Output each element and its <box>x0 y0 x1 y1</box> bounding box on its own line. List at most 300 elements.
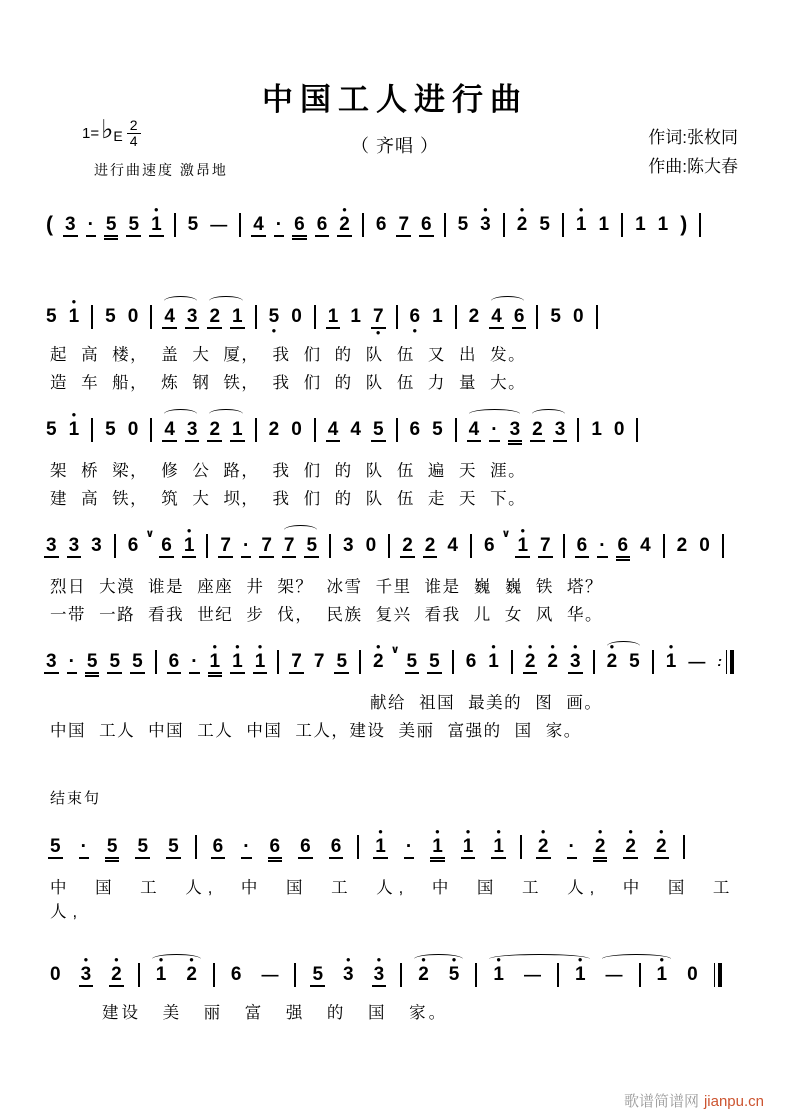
note-digit: 6 <box>168 651 180 672</box>
note-digit: 1 <box>591 419 602 440</box>
octave-dot-high: ● <box>540 827 546 836</box>
note-digit: 2 <box>268 419 280 440</box>
score-line <box>40 643 750 741</box>
barline <box>562 213 564 237</box>
performance-mode-label: （ 齐唱 ） <box>350 136 439 156</box>
repeat-barline <box>717 650 734 674</box>
note-digit: 3 <box>373 964 385 985</box>
note <box>633 206 648 243</box>
barline <box>357 835 359 859</box>
barline <box>396 418 398 442</box>
tempo-marking: 进行曲速度 激昂地 <box>94 162 228 178</box>
note-digit: · <box>68 651 75 672</box>
note <box>508 411 523 453</box>
octave-dot-high: ● <box>421 955 426 964</box>
note <box>159 527 174 566</box>
barline <box>277 650 279 674</box>
octave-dot-high: ● <box>345 955 351 964</box>
note-digit: 1 <box>232 306 243 327</box>
dotted-rhythm-dot <box>86 206 96 245</box>
note-digit: — <box>261 965 279 984</box>
duration-dash <box>604 956 625 993</box>
note <box>396 206 411 245</box>
barline <box>596 305 598 329</box>
note <box>310 956 325 995</box>
note <box>326 298 341 337</box>
note-digit: 5 <box>128 214 140 235</box>
note-digit: 3 <box>46 651 57 672</box>
barline <box>563 534 565 558</box>
note-digit: 6 <box>316 214 328 235</box>
duration-dash <box>522 956 543 993</box>
note <box>461 828 476 867</box>
note-digit: 4 <box>164 306 175 327</box>
rest-note <box>571 298 586 335</box>
barline <box>444 213 446 237</box>
slur-group <box>408 956 469 993</box>
note-digit: 5 <box>85 651 100 677</box>
note-digit: 5 <box>629 651 640 672</box>
slur-group <box>203 298 248 337</box>
octave-dot-high: ● <box>527 642 533 651</box>
note-digit: 0 <box>572 306 584 327</box>
note <box>230 298 245 337</box>
octave-dot-high: ● <box>186 526 192 535</box>
note <box>575 527 590 566</box>
note-digit: 7 <box>291 651 302 672</box>
note-digit: 6 <box>127 535 139 556</box>
note-digit: 6 <box>292 214 307 240</box>
note <box>105 828 120 870</box>
note-digit: · <box>242 535 250 556</box>
note-digit: 5 <box>50 836 61 857</box>
note <box>491 956 506 993</box>
octave-dot-high: ● <box>71 410 77 419</box>
note-digit: 6 <box>421 214 432 235</box>
note <box>85 643 100 685</box>
score-line <box>40 828 750 922</box>
note-digit: 2 <box>537 836 549 857</box>
note-digit: — <box>688 652 706 671</box>
note-digit: 1 <box>493 836 504 857</box>
octave-dot-high: ● <box>158 955 164 964</box>
barline <box>388 534 390 558</box>
duration-dash <box>259 956 280 993</box>
final-barline <box>714 963 723 987</box>
note-digit: 5 <box>105 836 120 862</box>
note-digit: 5 <box>312 964 324 985</box>
note <box>230 411 245 450</box>
barline <box>699 213 701 237</box>
octave-dot-high: ● <box>609 642 615 651</box>
note-digit: 3 <box>91 535 102 556</box>
note <box>478 206 493 243</box>
note <box>568 643 583 682</box>
note <box>548 298 563 335</box>
notation-row <box>40 298 750 337</box>
note-digit: 1 <box>375 836 386 857</box>
note-digit: 2 <box>402 535 413 556</box>
note <box>184 956 199 993</box>
note-digit: 1 <box>657 214 669 235</box>
duration-dash <box>686 643 707 680</box>
note-digit: 5 <box>168 836 179 857</box>
notation-row <box>40 828 750 870</box>
note-digit: 7 <box>540 535 551 556</box>
note <box>654 828 669 867</box>
note-digit: · <box>491 419 498 440</box>
note-digit: 2 <box>532 419 543 440</box>
note-digit: 1 <box>575 214 587 235</box>
octave-dot-high: ● <box>550 642 556 651</box>
note <box>304 527 319 566</box>
section-label: 结束句 <box>50 790 102 807</box>
note <box>408 411 423 448</box>
note-digit: 3 <box>508 419 523 445</box>
note-digit: 4 <box>468 419 480 440</box>
thin-barline <box>726 650 728 674</box>
note-digit: 6 <box>300 836 311 857</box>
note <box>44 411 59 448</box>
note <box>103 411 118 448</box>
note <box>207 298 222 337</box>
dotted-rhythm-dot <box>274 206 284 245</box>
note-digit: · <box>405 836 413 857</box>
note-digit: 2 <box>547 651 558 672</box>
note-digit: 5 <box>268 306 280 327</box>
dotted-rhythm-dot <box>79 828 89 867</box>
note-digit: 1 <box>350 306 361 327</box>
note <box>373 828 388 867</box>
rest-note <box>126 298 141 335</box>
barline <box>455 418 457 442</box>
note <box>464 643 479 680</box>
note-digit: 2 <box>209 419 221 440</box>
note <box>491 828 506 867</box>
note <box>371 298 386 337</box>
score-line <box>40 411 750 509</box>
note-digit: 2 <box>655 836 667 857</box>
note-digit: 5 <box>46 306 57 327</box>
note-digit: 1 <box>254 651 266 672</box>
note <box>515 206 530 243</box>
note-digit: 1 <box>155 964 167 985</box>
note-digit: 0 <box>699 535 710 556</box>
note-digit: 0 <box>50 964 61 985</box>
octave-dot-high: ● <box>578 205 584 214</box>
note-digit: 1 <box>635 214 646 235</box>
note-digit: 2 <box>424 535 436 556</box>
note <box>44 643 59 682</box>
note <box>593 828 608 870</box>
note-digit: 5 <box>46 419 57 440</box>
note <box>103 298 118 335</box>
barline <box>359 650 361 674</box>
note <box>44 298 59 335</box>
note-digit: 6 <box>212 836 224 857</box>
note-digit: 0 <box>127 306 139 327</box>
barline <box>639 963 641 987</box>
note <box>627 643 642 680</box>
note-digit: 3 <box>343 964 354 985</box>
note <box>315 206 330 245</box>
note <box>605 643 620 680</box>
score-line <box>40 298 750 393</box>
note <box>251 206 266 245</box>
barline <box>683 835 685 859</box>
note-digit: 7 <box>220 535 231 556</box>
octave-dot-high: ● <box>597 827 603 836</box>
note-digit: 3 <box>186 419 198 440</box>
note <box>135 828 150 867</box>
time-signature <box>127 118 141 149</box>
note <box>523 643 538 682</box>
paren <box>44 206 55 243</box>
note-digit: 2 <box>373 651 384 672</box>
note-digit: 3 <box>343 535 354 556</box>
octave-dot-high: ● <box>71 297 77 306</box>
note-digit: 3 <box>186 306 198 327</box>
note-digit: 6 <box>576 535 588 556</box>
note <box>374 206 389 243</box>
dotted-rhythm-dot <box>489 411 499 450</box>
slur-group <box>278 527 323 566</box>
note-digit: · <box>568 836 575 857</box>
octave-dot-high: ● <box>658 827 664 836</box>
note-digit: 2 <box>625 836 636 857</box>
key-prefix: 1= <box>82 125 100 142</box>
barline <box>314 305 316 329</box>
barline <box>174 213 176 237</box>
note-digit: 1 <box>493 964 504 985</box>
site-url: jianpu.cn <box>703 1093 764 1110</box>
note <box>312 643 327 680</box>
rest-note <box>289 298 304 335</box>
octave-dot-high: ● <box>342 205 347 214</box>
octave-dot-high: ● <box>375 642 381 651</box>
rest-note <box>289 411 304 448</box>
lyrics-line: 中 国 工 人, 中 国 工 人, 中 国 工 人, 中 国 工 人, <box>50 879 736 921</box>
note-digit: 7 <box>372 306 384 327</box>
note-digit: 5 <box>448 964 460 985</box>
octave-dot-high: ● <box>491 642 496 651</box>
note <box>185 411 200 450</box>
note-digit: 0 <box>613 419 625 440</box>
lyricist-credit: 作词:张枚同 <box>648 128 738 147</box>
barline <box>114 534 116 558</box>
note <box>341 956 356 993</box>
note <box>79 956 94 995</box>
note-digit: 7 <box>261 535 272 556</box>
note-digit: 1 <box>488 651 499 672</box>
barline <box>536 305 538 329</box>
slur-group <box>146 956 207 993</box>
note-digit: 7 <box>313 651 325 672</box>
breath-mark-icon: ∨ <box>145 528 155 540</box>
note <box>207 411 222 450</box>
note <box>372 956 387 995</box>
meter-denominator: 4 <box>129 133 138 149</box>
slur-group <box>526 411 571 450</box>
note <box>126 527 141 564</box>
composer-credit: 作曲:陈大春 <box>648 156 738 176</box>
slur-group <box>596 956 678 993</box>
note-digit: ) <box>680 213 688 236</box>
note-digit: ( <box>46 213 53 236</box>
note <box>656 206 671 243</box>
barline <box>557 963 559 987</box>
note <box>229 956 244 993</box>
note-digit: 1 <box>68 306 80 327</box>
note-digit: 0 <box>365 535 377 556</box>
rest-note <box>697 527 712 564</box>
barline <box>195 835 197 859</box>
slur-group <box>203 411 248 450</box>
note-digit: 7 <box>398 214 410 235</box>
note <box>289 643 304 682</box>
breath-mark-icon: ∨ <box>390 644 400 656</box>
note <box>130 643 145 682</box>
note <box>211 828 226 867</box>
octave-dot-high: ● <box>257 642 263 651</box>
note-digit: 6 <box>230 964 242 985</box>
note-digit: 5 <box>137 836 149 857</box>
note <box>218 527 233 566</box>
note <box>467 411 482 450</box>
note <box>445 527 460 564</box>
note <box>427 643 442 682</box>
note-digit: 0 <box>291 419 302 440</box>
note <box>63 206 78 245</box>
note-digit: 4 <box>327 419 339 440</box>
note-digit: — <box>210 215 228 234</box>
note-digit: 2 <box>468 306 480 327</box>
note <box>489 298 504 337</box>
note <box>149 206 164 245</box>
note-digit: 6 <box>513 306 525 327</box>
score-line <box>40 527 750 625</box>
note-digit: 5 <box>187 214 199 235</box>
note-digit: 6 <box>483 535 495 556</box>
barline <box>91 305 93 329</box>
note <box>467 298 482 335</box>
note <box>348 411 363 448</box>
note <box>430 411 445 448</box>
note-digit: 5 <box>550 306 561 327</box>
octave-dot-low: ● <box>375 328 381 337</box>
note <box>259 527 274 566</box>
barline <box>577 418 579 442</box>
note-digit: 4 <box>447 535 458 556</box>
note-digit: 1 <box>430 836 445 862</box>
octave-dot-low: ● <box>271 326 277 335</box>
barline <box>470 534 472 558</box>
note-digit: 6 <box>268 836 283 862</box>
thick-barline <box>718 963 722 987</box>
note-digit: 1 <box>232 419 243 440</box>
key-letter: E <box>113 127 123 144</box>
note <box>536 828 551 867</box>
octave-dot-high: ● <box>189 955 195 964</box>
note-digit: 4 <box>491 306 502 327</box>
note-digit: · <box>87 214 94 235</box>
note <box>486 643 501 680</box>
note-digit: 2 <box>111 964 122 985</box>
note <box>337 206 352 245</box>
barline <box>511 650 513 674</box>
note-digit: 1 <box>462 836 474 857</box>
note-digit: 1 <box>232 651 243 672</box>
note <box>67 527 82 566</box>
barline <box>294 963 296 987</box>
note-digit: · <box>599 535 606 556</box>
barline <box>329 534 331 558</box>
paren <box>678 206 689 243</box>
note-digit: 1 <box>432 306 443 327</box>
note <box>348 298 363 335</box>
slur-group <box>485 298 530 337</box>
barline <box>91 418 93 442</box>
flat-icon: ♭ <box>101 114 114 145</box>
dotted-rhythm-dot <box>241 828 251 867</box>
note-digit: 0 <box>127 419 139 440</box>
note <box>326 411 341 450</box>
site-name: 歌谱简谱网 <box>623 1093 699 1110</box>
note-digit: 6 <box>330 836 342 857</box>
note-digit: 5 <box>406 651 418 672</box>
note-digit: 5 <box>104 214 119 240</box>
barline <box>239 213 241 237</box>
note-digit: 1 <box>665 651 677 672</box>
note-digit: — <box>605 965 623 984</box>
barline <box>455 305 457 329</box>
note <box>185 298 200 337</box>
note-digit: 7 <box>283 535 295 556</box>
note <box>538 527 553 566</box>
note <box>616 527 631 569</box>
barline <box>652 650 654 674</box>
note <box>515 527 530 566</box>
lyrics-line: 一带 一路 看我 世纪 步 伐， 民族 复兴 看我 儿 女 风 华。 <box>50 606 604 624</box>
note-digit: 1 <box>68 419 80 440</box>
note <box>154 956 169 993</box>
note-digit: 2 <box>186 964 197 985</box>
note-digit: 2 <box>516 214 528 235</box>
note <box>530 411 545 450</box>
barline <box>636 418 638 442</box>
note <box>574 206 589 243</box>
dotted-rhythm-dot <box>404 828 414 867</box>
barline <box>520 835 522 859</box>
note-digit: 1 <box>656 964 668 985</box>
note <box>104 206 119 248</box>
note <box>664 643 679 680</box>
note-digit: 1 <box>598 214 610 235</box>
note-digit: 2 <box>339 214 350 235</box>
barline <box>621 213 623 237</box>
note-digit: 4 <box>253 214 264 235</box>
octave-dot-high: ● <box>83 955 89 964</box>
note <box>208 643 223 685</box>
note-digit: 2 <box>593 836 608 862</box>
note <box>166 828 181 867</box>
notation-row <box>40 643 750 685</box>
barline <box>593 650 595 674</box>
lyrics-line: 烈日 大漠 谁是 座座 井 架？ 冰雪 千里 谁是 巍 巍 铁 塔？ <box>50 578 604 596</box>
dotted-rhythm-dot <box>67 643 77 682</box>
credits <box>648 124 738 182</box>
notation-row <box>40 527 750 569</box>
